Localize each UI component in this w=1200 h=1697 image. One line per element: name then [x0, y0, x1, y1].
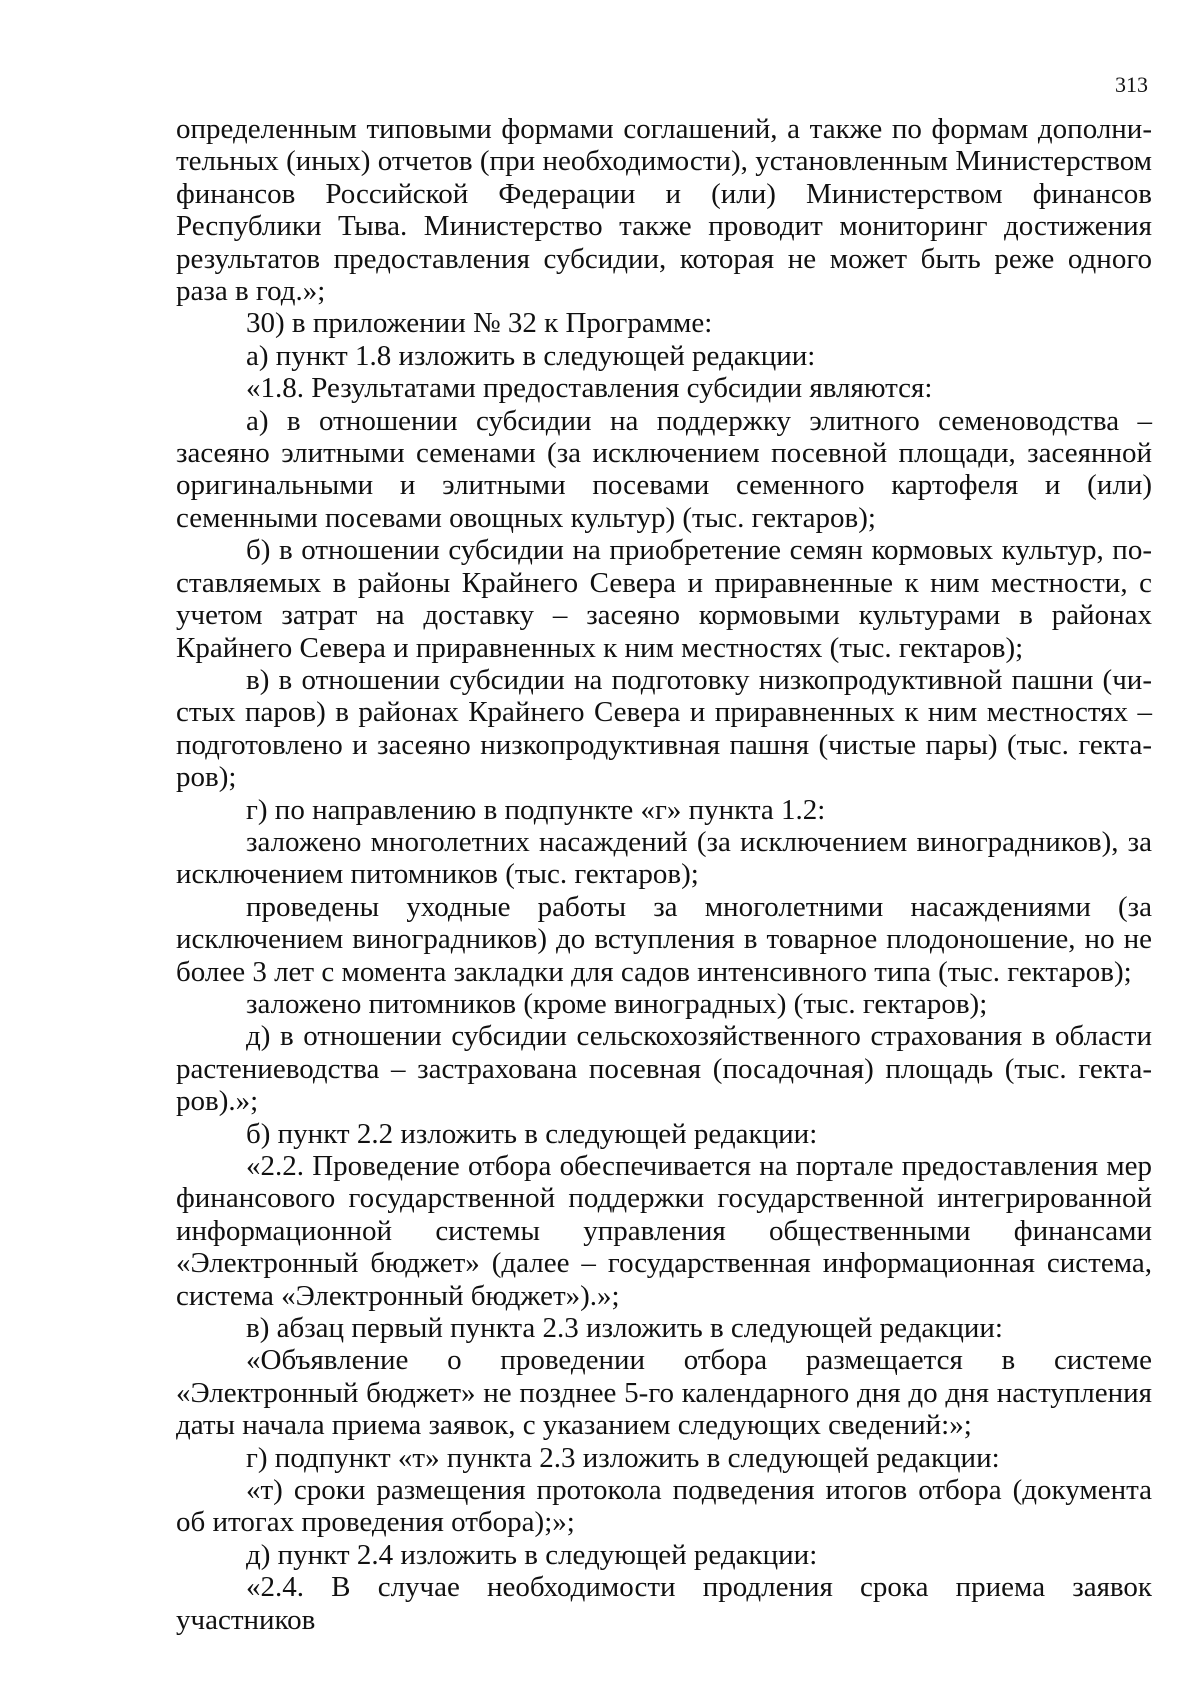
paragraph-7: в) в отношении субсидии на подготовку низкопродуктивной пашни (чистых паров) в районах Крайнего Севера и приравненных к ним местностях – подготовлено и засеяно низкопродуктивная пашня (чистые пары) (тыс. гектаров);	[176, 663, 1152, 794]
paragraph-16: «Объявление о проведении отбора размещается в системе «Электронный бюджет» не позднее 5-го календарного дня до дня наступления даты начала приема заявок, с указанием следующих сведений:»;	[176, 1344, 1152, 1442]
paragraph-8: г) по направлению в подпункте «г» пункта 1.2:	[246, 793, 826, 826]
paragraph-1: определенным типовыми формами соглашений, а также по формам дополнительных (иных) отчетов (при необходимости), установленным Министерством финансов Российской Федерации и (или) Министерством финансов Республики Тыва. Министерство также проводит мониторинг достижения результатов предоставления субсидии, которая не может быть реже одного раза в год.»;	[176, 113, 1152, 308]
paragraph-5: а) в отношении субсидии на поддержку элитного семеноводства – засеяно элитными семенами (за исключением посевной площади, засеянной оригинальными и элитными посевами семенного картофеля и (или) семенными посевами овощных культур) (тыс. гектаров);	[176, 404, 1152, 534]
paragraph-11: заложено питомников (кроме виноградных) (тыс. гектаров);	[246, 987, 988, 1020]
paragraph-2: 30) в приложении № 32 к Программе:	[246, 307, 713, 340]
paragraph-20: «2.4. В случае необходимости продления срока приема заявок участников	[176, 1571, 1152, 1636]
paragraph-17: г) подпункт «т» пункта 2.3 изложить в следующей редакции:	[246, 1441, 1000, 1474]
paragraph-15: в) абзац первый пункта 2.3 изложить в следующей редакции:	[246, 1312, 1003, 1345]
paragraph-9: заложено многолетних насаждений (за исключением виноградников), за исключением питомников (тыс. гектаров);	[176, 825, 1152, 891]
paragraph-6: б) в отношении субсидии на приобретение семян кормовых культур, поставляемых в районы Крайнего Севера и приравненные к ним местности, с учетом затрат на доставку – засеяно кормовыми культурами в районах Крайнего Севера и приравненных к ним местностях (тыс. гектаров);	[176, 534, 1152, 664]
paragraph-12: д) в отношении субсидии сельскохозяйственного страхования в области растениеводства – застрахована посевная (посадочная) площадь (тыс. гектаров).»;	[176, 1020, 1152, 1118]
paragraph-10: проведены уходные работы за многолетними насаждениями (за исключением виноградников) до вступления в товарное плодоношение, но не более 3 лет с момента закладки для садов интенсивного типа (тыс. гектаров);	[176, 890, 1152, 988]
paragraph-13: б) пункт 2.2 изложить в следующей редакции:	[246, 1117, 818, 1150]
paragraph-18: «т) сроки размещения протокола подведения итогов отбора (документа об итогах проведения отбора);»;	[176, 1474, 1152, 1539]
document-body	[176, 113, 1152, 1636]
paragraph-3: а) пункт 1.8 изложить в следующей редакции:	[246, 339, 816, 372]
paragraph-19: д) пункт 2.4 изложить в следующей редакции:	[246, 1538, 818, 1571]
paragraph-4: «1.8. Результатами предоставления субсидии являются:	[246, 372, 933, 405]
paragraph-14: «2.2. Проведение отбора обеспечивается на портале предоставления мер финансового государственной поддержки государственной интегрированной информационной системы управления общественными финансами «Электронный бюджет» (далее – государственная информационная система, система «Электронный бюджет»).»;	[176, 1150, 1152, 1312]
page-number: 313	[1115, 72, 1148, 97]
